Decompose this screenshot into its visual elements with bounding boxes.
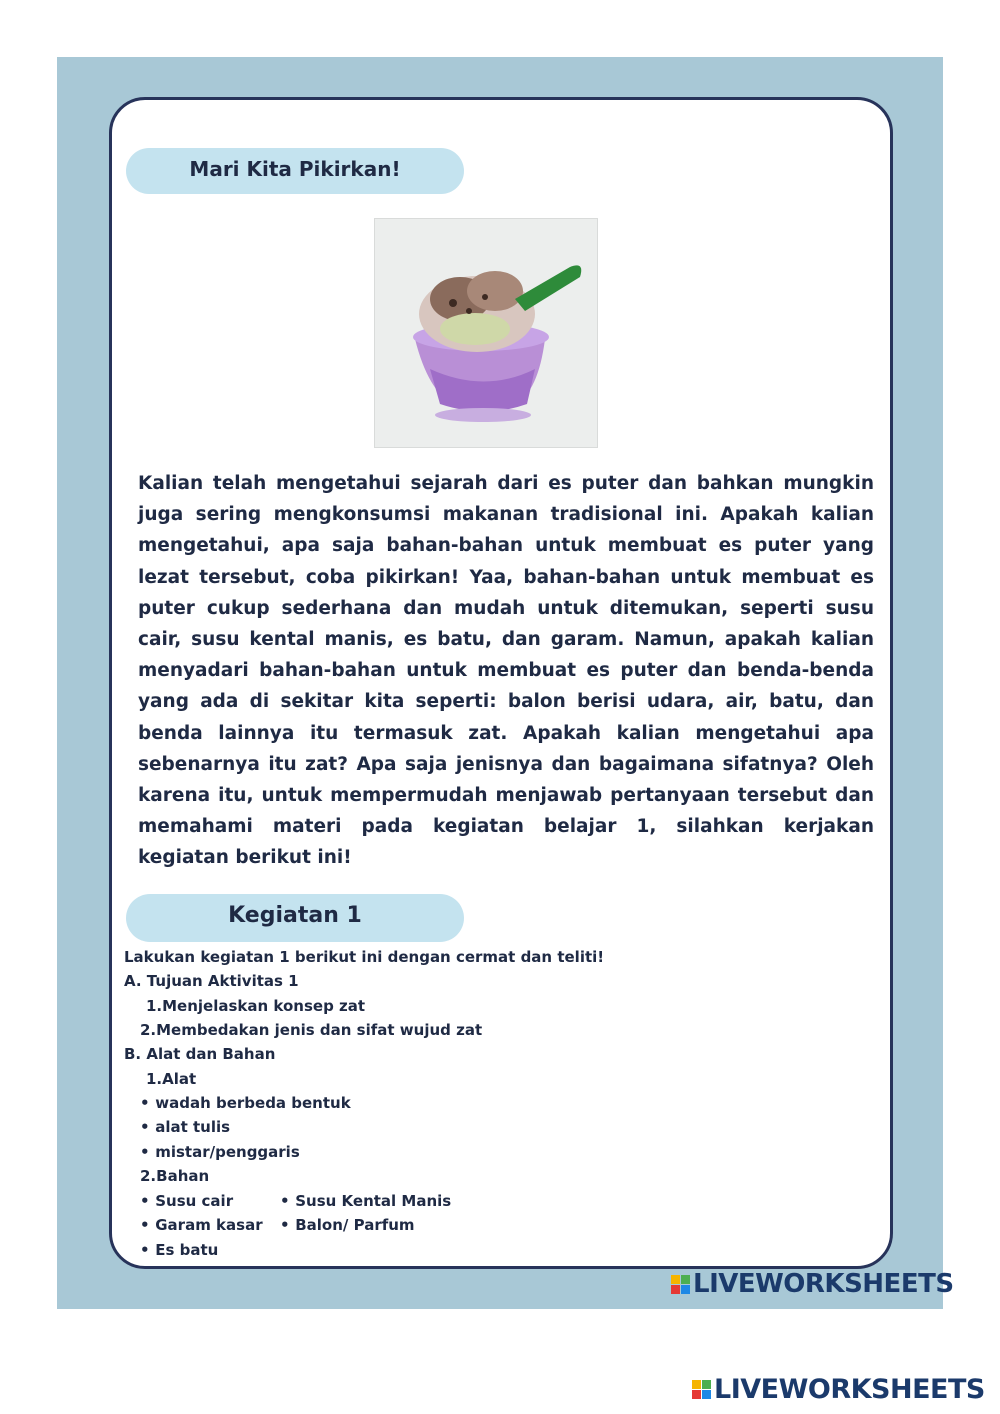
bullet: • — [140, 1241, 150, 1259]
bullet: • — [280, 1216, 290, 1234]
liveworksheets-footer-logo — [692, 1374, 985, 1405]
section-a-heading: A. Tujuan Aktivitas 1 — [124, 972, 299, 990]
bullet: • — [140, 1192, 150, 1210]
material-label: Es batu — [155, 1241, 219, 1259]
intro-paragraph: Kalian telah mengetahui sejarah dari es puter dan bahkan mungkin juga sering mengkonsumsi makanan tradisional ini. Apakah kalian mengetahui, apa saja bahan-bahan untuk membuat es puter yang lezat tersebut, coba pikirkan! Yaa, bahan-bahan untuk membuat es puter cukup sederhana dan mudah untuk ditemukan, seperti susu cair, susu kental manis, es batu, dan garam. Namun, apakah kalian menyadari bahan-bahan untuk membuat es puter dan benda-benda yang ada di sekitar kita seperti: balon berisi udara, air, batu, dan benda lainnya itu termasuk zat. Apakah kalian mengetahui apa sebenarnya itu zat? Apa saja jenisnya dan bagaimana sifatnya? Oleh karena itu, untuk mempermudah menjawab pertanyaan tersebut dan memahami materi pada kegiatan belajar 1, silahkan kerjakan kegiatan berikut ini! — [138, 473, 874, 869]
goal-item: 1.Menjelaskan konsep zat — [146, 997, 366, 1015]
activity-intro: Lakukan kegiatan 1 berikut ini dengan cermat dan teliti! — [124, 948, 605, 966]
liveworksheets-logo-icon — [692, 1380, 711, 1399]
es-puter-photo — [374, 218, 598, 448]
bullet: • — [280, 1192, 290, 1210]
bullet: • — [140, 1118, 150, 1136]
section-title-pill — [126, 148, 464, 194]
section-title: Mari Kita Pikirkan! — [189, 157, 401, 181]
brand-name: LIVEWORKSHEETS — [693, 1269, 954, 1299]
worksheet-page — [57, 57, 954, 1309]
activity-title-pill — [126, 894, 464, 942]
material-label: Balon/ Parfum — [295, 1216, 415, 1234]
tool-label: mistar/penggaris — [155, 1143, 300, 1161]
bullet: • — [140, 1216, 150, 1234]
tool-label: alat tulis — [155, 1118, 231, 1136]
material-label: Garam kasar — [155, 1216, 263, 1234]
list-item — [140, 1143, 300, 1161]
ice-cream-illustration — [375, 219, 597, 447]
materials-heading: 2.Bahan — [140, 1167, 210, 1185]
section-b-heading: B. Alat dan Bahan — [124, 1045, 276, 1063]
list-item — [140, 1216, 263, 1234]
content-card — [109, 97, 893, 1269]
activity-title: Kegiatan 1 — [228, 903, 362, 928]
list-item — [280, 1216, 415, 1234]
list-item — [140, 1118, 230, 1136]
material-label: Susu Kental Manis — [295, 1192, 452, 1210]
list-item — [140, 1192, 233, 1210]
list-item — [140, 1094, 351, 1112]
list-item — [140, 1241, 218, 1259]
bullet: • — [140, 1143, 150, 1161]
tool-label: wadah berbeda bentuk — [155, 1094, 351, 1112]
brand-name: LIVEWORKSHEETS — [714, 1374, 985, 1405]
material-label: Susu cair — [155, 1192, 234, 1210]
tools-heading: 1.Alat — [146, 1070, 197, 1088]
goal-item: 2.Membedakan jenis dan sifat wujud zat — [140, 1021, 483, 1039]
bullet: • — [140, 1094, 150, 1112]
list-item — [280, 1192, 451, 1210]
liveworksheets-logo — [671, 1269, 954, 1299]
liveworksheets-logo-icon — [671, 1275, 690, 1294]
